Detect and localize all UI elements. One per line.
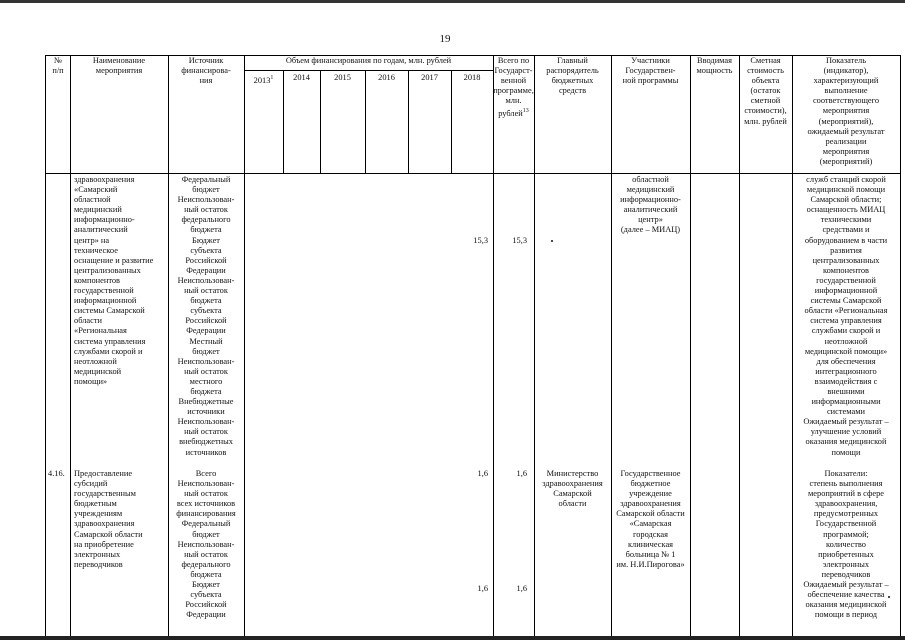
col-divider	[739, 55, 740, 639]
program-table	[45, 55, 901, 639]
row1-value-2018: 15,3	[473, 236, 488, 245]
header-year-2014: 2014	[293, 73, 310, 82]
col-divider	[365, 70, 366, 173]
row1-total: 15,3	[512, 236, 527, 245]
row2-name: Предоставление субсидий государственным бюджетным учреждениям здравоохранения Самарской области на приобретение электронных переводчиков	[74, 469, 143, 569]
header-year-2013: 2013$^1$	[253, 75, 274, 85]
row2-number: 4.16.	[48, 469, 65, 478]
col-divider	[283, 70, 284, 173]
header-number: № п/п	[52, 56, 64, 76]
row1-participants: областной медицинский информационно- аналитический центр» (далее – МИАЦ)	[620, 175, 681, 235]
header-year-2017: 2017	[421, 73, 438, 82]
col-divider	[534, 55, 535, 639]
top-rule	[0, 0, 905, 3]
row2-participants: Государственное бюджетное учреждение здравоохранения Самарской области «Самарская городская клиническая больница № 1 им. Н.И.Пирогова»	[616, 469, 685, 569]
scan-speck	[888, 596, 890, 598]
row2-manager: Министерство здравоохранения Самарской области	[542, 469, 603, 509]
col-divider	[493, 55, 494, 639]
header-participants: Участники Государствен- ной программы	[622, 56, 679, 86]
row1-sources: Федеральный бюджет Неиспользован- ный остаток федерального бюджета Бюджет субъекта Российской Федерации Неиспользован- ный остаток бюджета субъекта Российской Федерации Местный бюджет Неиспользован- ный остаток местного бюджета Внебюджетные источники Неиспользован- ный остаток внебюджетных источников	[177, 175, 235, 457]
header-year-2015: 2015	[334, 73, 351, 82]
col-divider	[320, 70, 321, 173]
col-divider	[451, 70, 452, 173]
row1-indicator: служб станций скорой медицинской помощи Самарской области; оснащенность МИАЦ техническими средствами и оборудованием в части развития централизованных компонентов государственной информационной системы Самарской области «Региональная система управления службами скорой и неотложной медицинской помощи» для обеспечения интеграционного взаимодействия с внешними информационными системами Ожидаемый результат – улучшение условий оказания медицинской помощи	[803, 175, 889, 457]
header-volume: Объем финансирования по годам, млн. рублей	[285, 56, 452, 65]
header-total: Всего по Государст- венной программе, млн. рублей$^{13}$	[493, 56, 534, 119]
row2-total-a: 1,6	[516, 469, 527, 478]
header-bottom-border	[46, 173, 900, 174]
header-year-2016: 2016	[378, 73, 395, 82]
header-source: Источник финансирова- ния	[181, 56, 231, 86]
row2-total-b: 1,6	[516, 584, 527, 593]
header-cost: Сметная стоимость объекта (остаток сметной стоимости), млн. рублей	[744, 56, 787, 126]
row2-sources: Всего Неиспользован- ный остаток всех источников финансирования Федеральный бюджет Неиспользован- ный остаток федерального бюджета Бюджет субъекта Российской Федерации	[176, 469, 236, 620]
header-name: Наименование мероприятия	[92, 56, 146, 76]
col-divider	[690, 55, 691, 639]
header-year-2018: 2018	[463, 73, 481, 82]
header-indicator: Показатель (индикатор), характеризующий выполнение соответствующего мероприятия (мероприятий), ожидаемый результат реализации мероприятия (мероприятий)	[807, 56, 885, 166]
page-number: 19	[439, 33, 451, 45]
header-capacity: Вводимая мощность	[696, 56, 733, 76]
row1-name: здравоохранения «Самарский областной медицинский информационно- аналитический центр» на техническое оснащение и развитие централизованных компонентов государственной информационной системы Самарской области «Региональная система управления службами скорой и неотложной медицинской помощи»	[74, 175, 154, 386]
col-divider	[244, 55, 245, 639]
scan-speck	[551, 240, 553, 242]
bottom-rule	[0, 636, 905, 640]
year-header-divider	[244, 70, 493, 71]
col-divider	[70, 55, 71, 639]
row2-value-2018-a: 1,6	[477, 469, 488, 478]
col-divider	[408, 70, 409, 173]
row2-value-2018-b: 1,6	[477, 584, 488, 593]
header-manager: Главный распорядитель бюджетных средств	[546, 56, 599, 96]
row2-indicator: Показатели: степень выполнения мероприятий в сфере здравоохранения, предусмотренных Государственной программой; количество приобретенных электронных переводчиков Ожидаемый результат – обеспечение качества оказания медицинской помощи в период	[803, 469, 889, 620]
